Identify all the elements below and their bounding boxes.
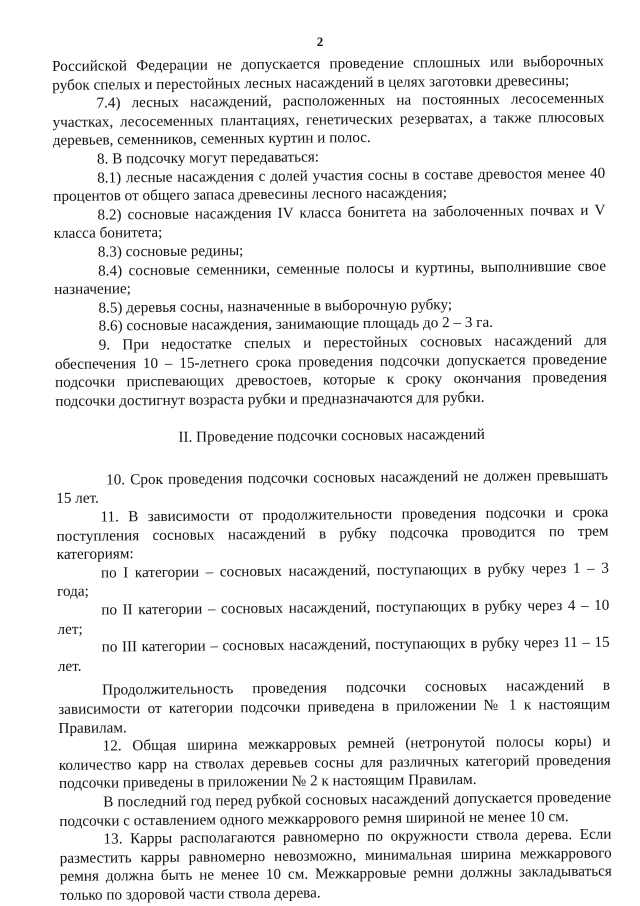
paragraph-9: 9. При недостатке спелых и перестойных сосновых насаждений для обеспечения 10 – 15-летнего срока проведения подсочки допускается проведение подсочки приспевающих древостоев, которые к сроку окончания проведения подсочки достигнут возраста рубки и предназначаются для рубки.	[54, 331, 608, 410]
paragraph-8-4: 8.4) сосновые семенники, семенные полосы и куртины, выполнившие свое назначение;	[54, 257, 607, 299]
paragraph-8-6: 8.6) сосновые насаждения, занимающие площадь до 2 – 3 га.	[98, 314, 494, 335]
document-body	[52, 53, 612, 906]
category-1-item: по I категории – сосновых насаждений, поступающих в рубку через 1 – 3 года;	[57, 559, 610, 601]
paragraph-duration: Продолжительность проведения подсочки сосновых насаждений в зависимости от категории подсочки приведена в приложении № 1 к настоящим Правилам.	[58, 677, 611, 737]
paragraph-7-4: 7.4) лесных насаждений, расположенных на постоянных лесосеменных участках, лесосеменных плантациях, генетических резерватах, а также плюсовых деревьев, семенников, семенных куртин и полос.	[52, 89, 605, 150]
paragraph-8-1: 8.1) лесные насаждения с долей участия сосны в составе древостоя менее 40 процентов от общего запаса древесины лесного насаждения;	[53, 164, 606, 206]
paragraph-11: 11. В зависимости от продолжительности проведения подсочки и срока поступления сосновых насаждений в рубку подсочка проводится по трем категориям:	[56, 503, 609, 564]
paragraph-8-3: 8.3) сосновые редины;	[97, 242, 244, 261]
paragraph-8-2: 8.2) сосновые насаждения IV класса бонитета на заболоченных почвах и V класса бонитета;	[53, 201, 606, 243]
category-2-item: по II категории – сосновых насаждений, поступающих в рубку через 4 – 10 лет;	[57, 596, 610, 638]
paragraph-12: 12. Общая ширина межкарровых ремней (нетронутой полосы коры) и количество карр на стволах деревьев сосны для различных категорий проведения подсочки приведены в приложении № 2 к настоящим Правилам.	[58, 732, 611, 793]
paragraph-8-5: 8.5) деревья сосны, назначенные в выборочную рубку;	[98, 295, 453, 317]
paragraph-continuation: Российской Федерации не допускается проведение сплошных или выборочных рубок спелых и перестойных лесных насаждений в целях заготовки древесины;	[52, 52, 605, 94]
paragraph-13: 13. Карры располагаются равномерно по окружности ствола дерева. Если разместить карры равномерно невозможно, минимальная ширина межкаррового ремня должна быть не менее 10 см. Межкарровые ремни должны закладываться только по здоровой части ствола дерева.	[59, 825, 612, 904]
paragraph-8: 8. В подсочку могут передаваться:	[96, 148, 320, 168]
paragraph-10: 10. Срок проведения подсочки сосновых насаждений не должен превышать 15 лет.	[56, 466, 609, 508]
page-number: 2	[316, 34, 324, 49]
paragraph-last-year: В последний год перед рубкой сосновых насаждений допускается проведение подсочки с оставлением одного межкаррового ремня шириной не менее 10 см.	[59, 788, 612, 830]
section-heading: II. Проведение подсочки сосновых насаждений	[178, 426, 485, 447]
category-3-item: по III категории – сосновых насаждений, поступающих в рубку через 11 – 15 лет.	[57, 633, 610, 675]
